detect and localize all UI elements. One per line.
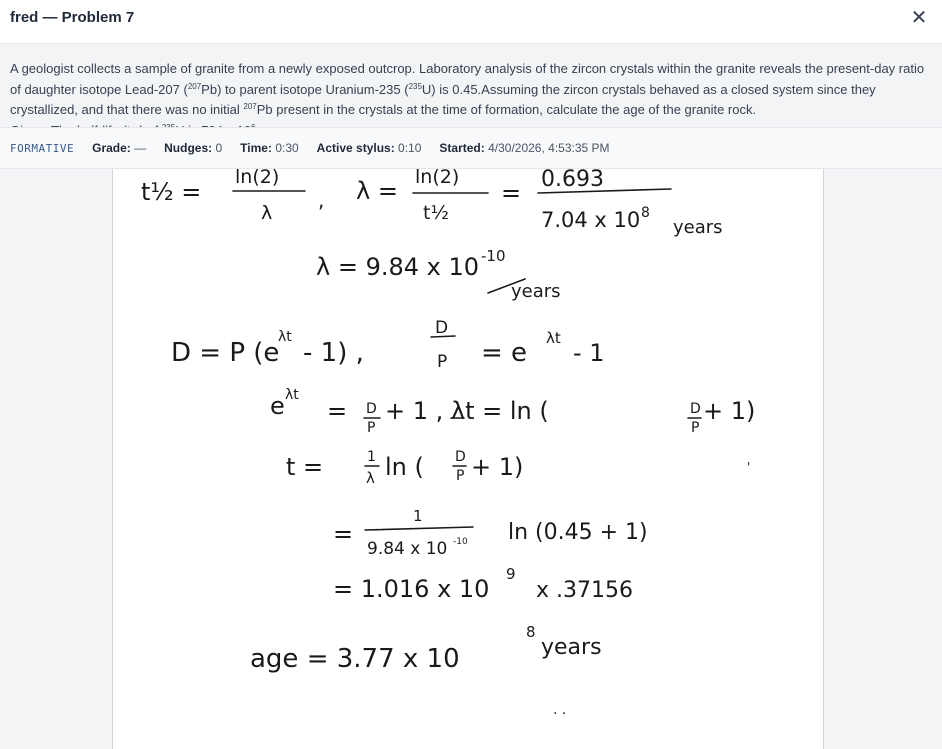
handwriting-line: D <box>690 401 701 417</box>
handwriting-line: -10 <box>453 537 468 547</box>
problem-superscript: 235 <box>408 81 422 91</box>
handwriting-line: t½ = <box>141 178 202 206</box>
handwriting-line: years <box>511 281 561 302</box>
handwriting-line: e <box>270 392 285 420</box>
handwriting-line: 8 <box>641 205 650 221</box>
handwriting-line: P <box>691 420 700 436</box>
handwriting-line: λt <box>546 329 561 347</box>
started-value: 4/30/2026, 4:53:35 PM <box>488 141 610 155</box>
handwriting-line: = <box>333 520 354 548</box>
handwriting-line: P <box>367 420 376 436</box>
handwriting-line: - 1 <box>573 339 605 367</box>
handwriting-line: 9 <box>506 565 516 583</box>
drawing-canvas[interactable] <box>112 166 824 749</box>
close-icon[interactable]: ✕ <box>910 7 928 29</box>
window-title: fred — Problem 7 <box>10 9 135 26</box>
handwriting-line: 1 <box>413 507 423 525</box>
handwriting-line: + 1) <box>471 453 524 481</box>
handwriting-line: + 1 , λt = ln ( <box>385 397 549 425</box>
handwriting-line: λt <box>278 329 292 345</box>
handwriting-line: = 1.016 x 10 <box>333 575 490 603</box>
handwriting-line: t½ <box>423 202 449 224</box>
stylus-label: Active stylus: <box>316 141 395 155</box>
handwriting-line: = <box>327 397 348 425</box>
mode-tag: FORMATIVE <box>10 141 75 155</box>
handwriting-line: λ = 9.84 x 10 <box>316 253 480 281</box>
handwriting-line: ln (0.45 + 1) <box>508 520 648 545</box>
handwriting-line: 0.693 <box>541 167 604 192</box>
window-header <box>0 0 942 44</box>
grade-value: — <box>134 141 147 155</box>
problem-text: Pb) to parent isotope Uranium-235 ( <box>201 81 409 97</box>
nudges-status <box>164 141 222 155</box>
status-bar <box>0 127 942 169</box>
problem-text: U) is 0.45.Assuming the zircon crystals behaved as a closed system since they crystallized, and that there was no initial <box>10 81 876 117</box>
handwriting-line: λ <box>366 469 375 487</box>
handwriting-line: P <box>456 468 465 484</box>
problem-text: A geologist collects a sample of granite from a newly exposed outcrop. Laboratory analysis of the zircon crystals within the granite reveals the present-day ratio of daughter isotope Lead-207 ( <box>10 61 925 97</box>
started-label: Started: <box>439 141 485 155</box>
stray-marks: ' <box>747 460 751 474</box>
started-status <box>439 141 609 155</box>
handwriting-line: x .37156 <box>536 578 633 603</box>
handwritten-work <box>113 166 823 749</box>
nudges-value: 0 <box>215 141 223 155</box>
handwriting-line: years <box>673 217 723 238</box>
handwriting-line: 8 <box>526 623 536 641</box>
handwriting-line: 9.84 x 10 <box>367 539 448 559</box>
handwriting-line: = e <box>481 338 528 368</box>
handwriting-line: D = P (e <box>171 338 280 368</box>
handwriting-line: age = 3.77 x 10 <box>250 644 460 674</box>
handwriting-line: λ = <box>356 177 398 205</box>
drawing-area[interactable] <box>0 166 942 729</box>
stylus-status <box>317 141 422 155</box>
handwriting-line: λ <box>261 202 273 224</box>
problem-superscript: 207 <box>243 102 257 111</box>
handwriting-line: D <box>366 401 377 417</box>
nudges-label: Nudges: <box>164 141 213 155</box>
problem-text: Pb present in the crystals at the time of formation, calculate the age of the granite rock. <box>256 102 757 117</box>
handwriting-line: years <box>541 635 602 660</box>
handwriting-line: 7.04 x 10 <box>541 208 641 232</box>
handwriting-line: ln ( <box>385 453 424 481</box>
handwriting-line: + 1) <box>703 397 756 425</box>
time-status <box>240 141 299 155</box>
time-label: Time: <box>240 141 272 155</box>
handwriting-line: ln(2) <box>415 166 460 188</box>
grade-status <box>92 141 146 155</box>
problem-superscript: 207 <box>187 81 202 91</box>
handwriting-line: - 1) , <box>303 338 364 368</box>
stray-marks: . . <box>553 702 567 718</box>
grade-label: Grade: <box>92 141 131 155</box>
handwriting-line: ln(2) <box>235 166 280 188</box>
handwriting-line: -10 <box>481 247 506 265</box>
problem-statement <box>0 45 942 127</box>
handwriting-line: D <box>455 449 466 465</box>
stylus-value: 0:10 <box>398 141 422 155</box>
handwriting-line: = <box>501 179 522 207</box>
time-value: 0:30 <box>275 141 299 155</box>
handwriting-line: D <box>435 318 449 338</box>
handwriting-line: P <box>437 352 448 372</box>
handwriting-line: 1 <box>367 449 376 465</box>
handwriting-line: λt <box>285 387 299 403</box>
handwriting-line: , <box>318 188 325 212</box>
handwriting-line: t = <box>286 453 324 481</box>
